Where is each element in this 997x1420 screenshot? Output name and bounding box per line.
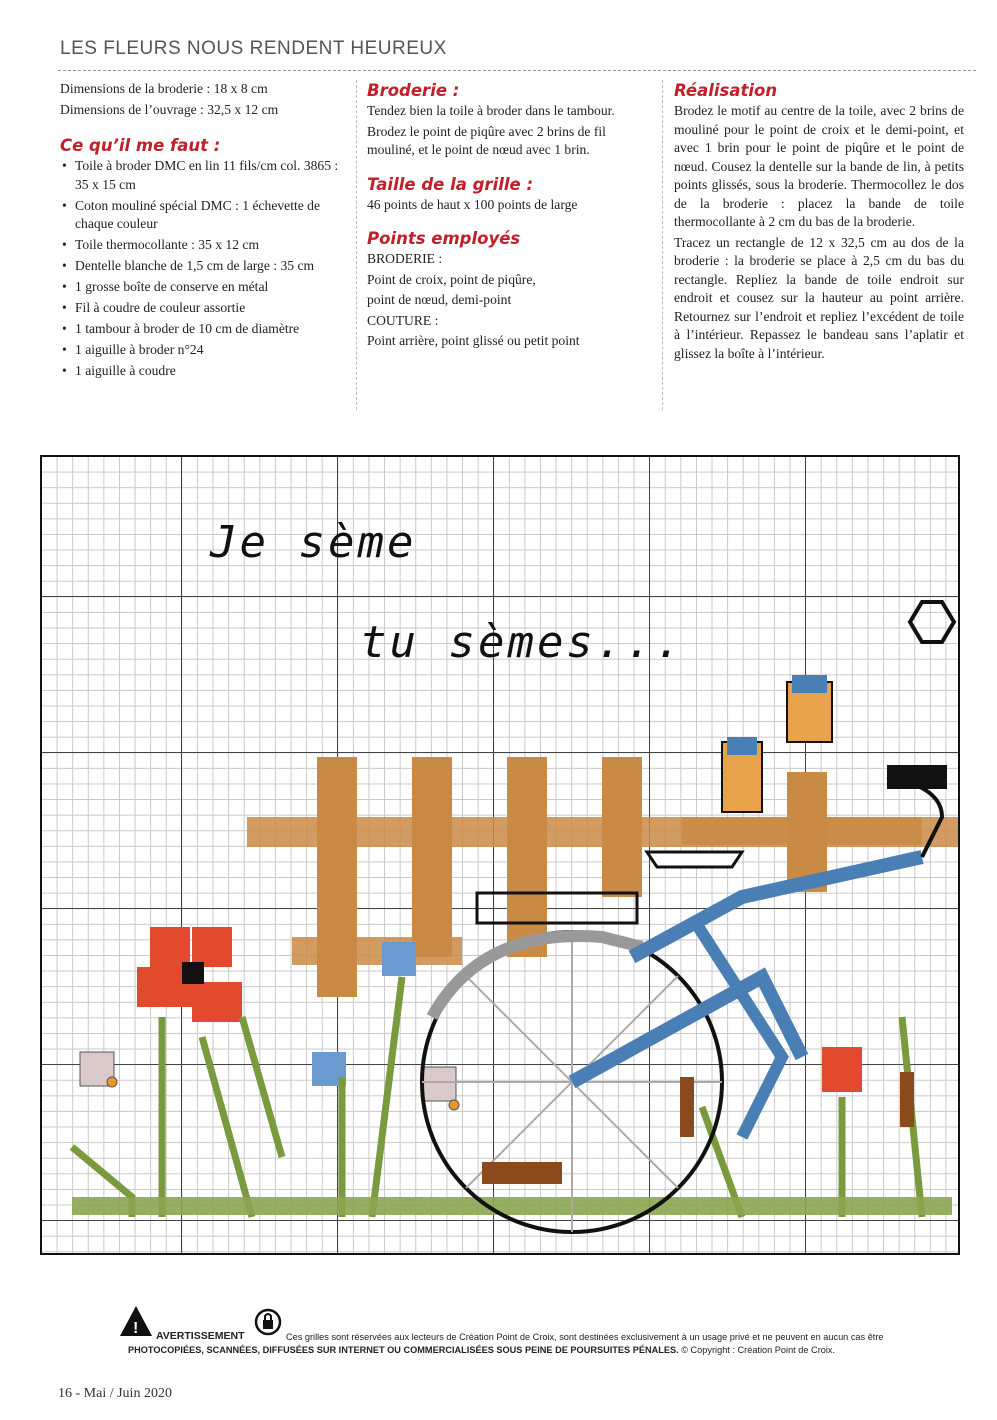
stitches-line: point de nœud, demi-point <box>367 292 512 307</box>
instructions-column <box>367 80 637 353</box>
broderie-heading: Broderie : <box>367 81 460 100</box>
cross-stitch-chart <box>40 455 960 1255</box>
column-divider <box>662 80 663 410</box>
materials-column <box>60 80 345 383</box>
list-item: • 1 tambour à broder de 10 cm de diamètre <box>60 320 345 339</box>
poppy-bud <box>822 1047 862 1092</box>
embroidery-dimensions: Dimensions de la broderie : 18 x 8 cm <box>60 81 268 96</box>
header-divider <box>58 70 976 71</box>
svg-text:!: ! <box>133 1320 139 1337</box>
list-item: • Toile à broder DMC en lin 11 fils/cm col. 3865 : 35 x 15 cm <box>60 157 345 194</box>
grid-size-text: 46 points de haut x 100 points de large <box>367 196 578 212</box>
chart-artwork <box>42 457 958 1253</box>
hexagon-mark <box>910 602 954 642</box>
stitches-line: Point arrière, point glissé ou petit point <box>367 333 580 348</box>
stitches-line: Point de croix, point de piqûre, <box>367 271 536 287</box>
list-item: • Coton mouliné spécial DMC : 1 échevette de chaque couleur <box>60 197 345 234</box>
poppy-flower <box>137 927 242 1022</box>
warning-text: Ces grilles sont réservées aux lecteurs de Création Point de Croix, sont destinées exclusivement à un usage privé et ne peuvent en aucun cas être <box>286 1332 884 1342</box>
realisation-heading: Réalisation <box>674 81 778 100</box>
column-divider <box>356 80 357 410</box>
list-item: • Fil à coudre de couleur assortie <box>60 299 345 318</box>
warning-title: AVERTISSEMENT <box>156 1330 245 1342</box>
warning-text-bold: PHOTOCOPIÉES, SCANNÉES, DIFFUSÉES SUR INTERNET OU COMMERCIALISÉES SOUS PEINE DE POURSUITES PÉNALES. © Copyright : Création Point de Croix. <box>128 1345 836 1355</box>
realisation-text-1: Brodez le motif au centre de la toile, avec 2 brins de mouliné pour le point de croix et le demi-point, et avec 1 brin pour le point de piqûre et le point de nœud. Cousez la dentelle sur la bande de lin, à petits points glissés, sous la broderie. Thermocollez le dos de la broderie : placez la bande de toile thermocollante à 2 cm du bas de la broderie. <box>674 103 964 229</box>
list-item: • 1 aiguille à broder n°24 <box>60 341 345 360</box>
page-footer: 16 - Mai / Juin 2020 <box>58 1386 172 1401</box>
list-item: • Dentelle blanche de 1,5 cm de large : 35 cm <box>60 257 345 276</box>
chart-text-line-2: tu sèmes... <box>360 617 685 668</box>
work-dimensions: Dimensions de l’ouvrage : 32,5 x 12 cm <box>60 101 279 117</box>
broderie-text-1: Tendez bien la toile à broder dans le tambour. <box>367 103 615 118</box>
list-item: • 1 grosse boîte de conserve en métal <box>60 278 345 297</box>
materials-list <box>60 157 345 381</box>
list-item: • Toile thermocollante : 35 x 12 cm <box>60 236 345 255</box>
chart-text-line-1: Je sème <box>210 517 417 568</box>
stitches-line: BRODERIE : <box>367 251 443 266</box>
broderie-text-2: Brodez le point de piqûre avec 2 brins de fil mouliné, et le point de nœud avec 1 brin. <box>367 123 606 157</box>
realisation-column <box>674 80 964 365</box>
list-item: • 1 aiguille à coudre <box>60 362 345 381</box>
page-header-title: LES FLEURS NOUS RENDENT HEUREUX <box>60 38 447 59</box>
materials-heading: Ce qu’il me faut : <box>60 136 221 155</box>
grid-size-heading: Taille de la grille : <box>367 174 534 194</box>
grass <box>72 1197 952 1215</box>
stitches-line: COUTURE : <box>367 312 439 328</box>
stitches-heading: Points employés <box>367 229 521 248</box>
realisation-text-2: Tracez un rectangle de 12 x 32,5 cm au dos de la broderie : la broderie se place à 2,5 cm du bas du rectangle. Repliez la bande de toile endroit sur endroit et cousez sur la hauteur au point arrière. Retournez sur l’endroit et repliez l’excédent de toile à l’intérieur. Repassez le bandeau sans l’aplatir et glissez la boîte à l’intérieur. <box>674 234 964 361</box>
